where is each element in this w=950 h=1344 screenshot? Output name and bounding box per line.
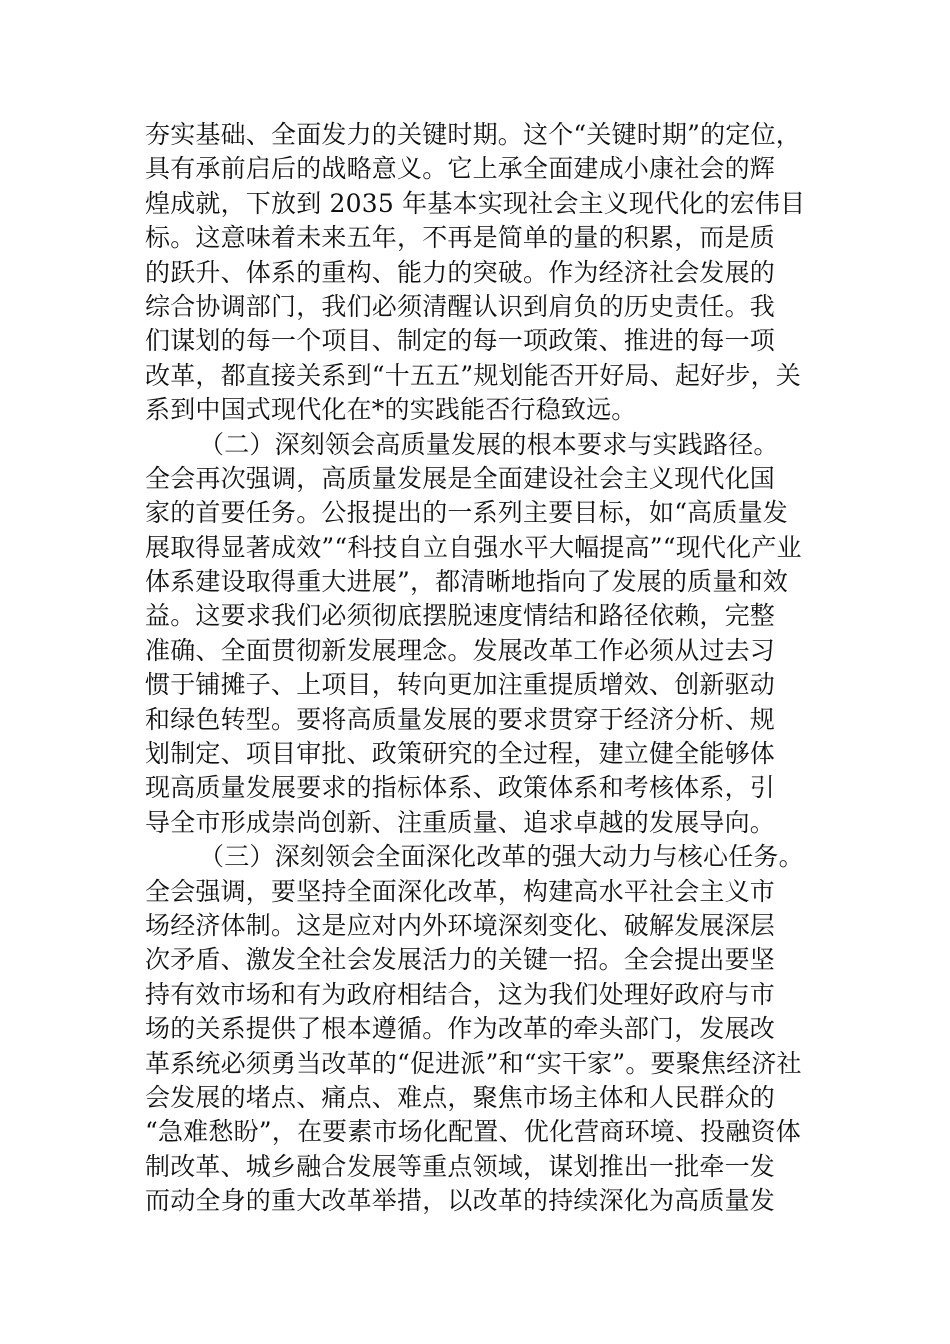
text-line: 改革，都直接关系到“十五五”规划能否开好局、起好步，关: [145, 360, 801, 390]
text-line: 全会强调，要坚持全面深化改革，构建高水平社会主义市: [145, 876, 776, 906]
text-line: 革系统必须勇当改革的“促进派”和“实干家”。要聚焦经济社: [145, 1048, 802, 1078]
text-line: 们谋划的每一个项目、制定的每一项政策、推进的每一项: [145, 326, 776, 356]
text-line: 益。这要求我们必须彻底摆脱速度情结和路径依赖，完整: [145, 601, 776, 631]
text-line: 家的首要任务。公报提出的一系列主要目标，如“高质量发: [145, 498, 788, 528]
text-line: 展取得显著成效”“科技自立自强水平大幅提高”“现代化产业: [145, 532, 802, 562]
text-line: 具有承前启后的战略意义。它上承全面建成小康社会的辉: [145, 154, 776, 184]
text-line: 而动全身的重大改革举措，以改革的持续深化为高质量发: [145, 1186, 776, 1216]
text-line: 场经济体制。这是应对内外环境深刻变化、破解发展深层: [145, 910, 776, 940]
text-line: 准确、全面贯彻新发展理念。发展改革工作必须从过去习: [145, 635, 776, 665]
text-line: 标。这意味着未来五年，不再是简单的量的积累，而是质: [145, 223, 776, 253]
text-line: 会发展的堵点、痛点、难点，聚焦市场主体和人民群众的: [145, 1082, 776, 1112]
text-line: 全会再次强调，高质量发展是全面建设社会主义现代化国: [145, 463, 776, 493]
body-text: [145, 118, 825, 1219]
text-line: 导全市形成崇尚创新、注重质量、追求卓越的发展导向。: [145, 807, 776, 837]
text-line: 现高质量发展要求的指标体系、政策体系和考核体系，引: [145, 773, 776, 803]
text-line: 系到中国式现代化在*的实践能否行稳致远。: [145, 395, 637, 425]
text-line: 综合协调部门，我们必须清醒认识到肩负的历史责任。我: [145, 291, 776, 321]
text-line: “急难愁盼”，在要素市场化配置、优化营商环境、投融资体: [145, 1117, 801, 1147]
section-heading-line: （二）深刻领会高质量发展的根本要求与实践路径。: [199, 429, 779, 459]
text-line: 体系建设取得重大进展”，都清晰地指向了发展的质量和效: [145, 567, 788, 597]
text-line: 惯于铺摊子、上项目，转向更加注重提质增效、创新驱动: [145, 670, 776, 700]
text-line: 场的关系提供了根本遵循。作为改革的牵头部门，发展改: [145, 1014, 776, 1044]
text-line: 夯实基础、全面发力的关键时期。这个“关键时期”的定位，: [145, 120, 801, 149]
text-line: 持有效市场和有为政府相结合，这为我们处理好政府与市: [145, 979, 776, 1009]
text-line: 的跃升、体系的重构、能力的突破。作为经济社会发展的: [145, 257, 776, 287]
text-line: 和绿色转型。要将高质量发展的要求贯穿于经济分析、规: [145, 704, 776, 734]
text-line: 划制定、项目审批、政策研究的全过程，建立健全能够体: [145, 739, 776, 769]
section-heading-line: （三）深刻领会全面深化改革的强大动力与核心任务。: [199, 842, 804, 872]
text-line: 制改革、城乡融合发展等重点领域，谋划推出一批牵一发: [145, 1151, 776, 1181]
text-line: 煌成就，下放到 2035 年基本实现社会主义现代化的宏伟目: [145, 188, 806, 218]
text-line: 次矛盾、激发全社会发展活力的关键一招。全会提出要坚: [145, 945, 776, 975]
